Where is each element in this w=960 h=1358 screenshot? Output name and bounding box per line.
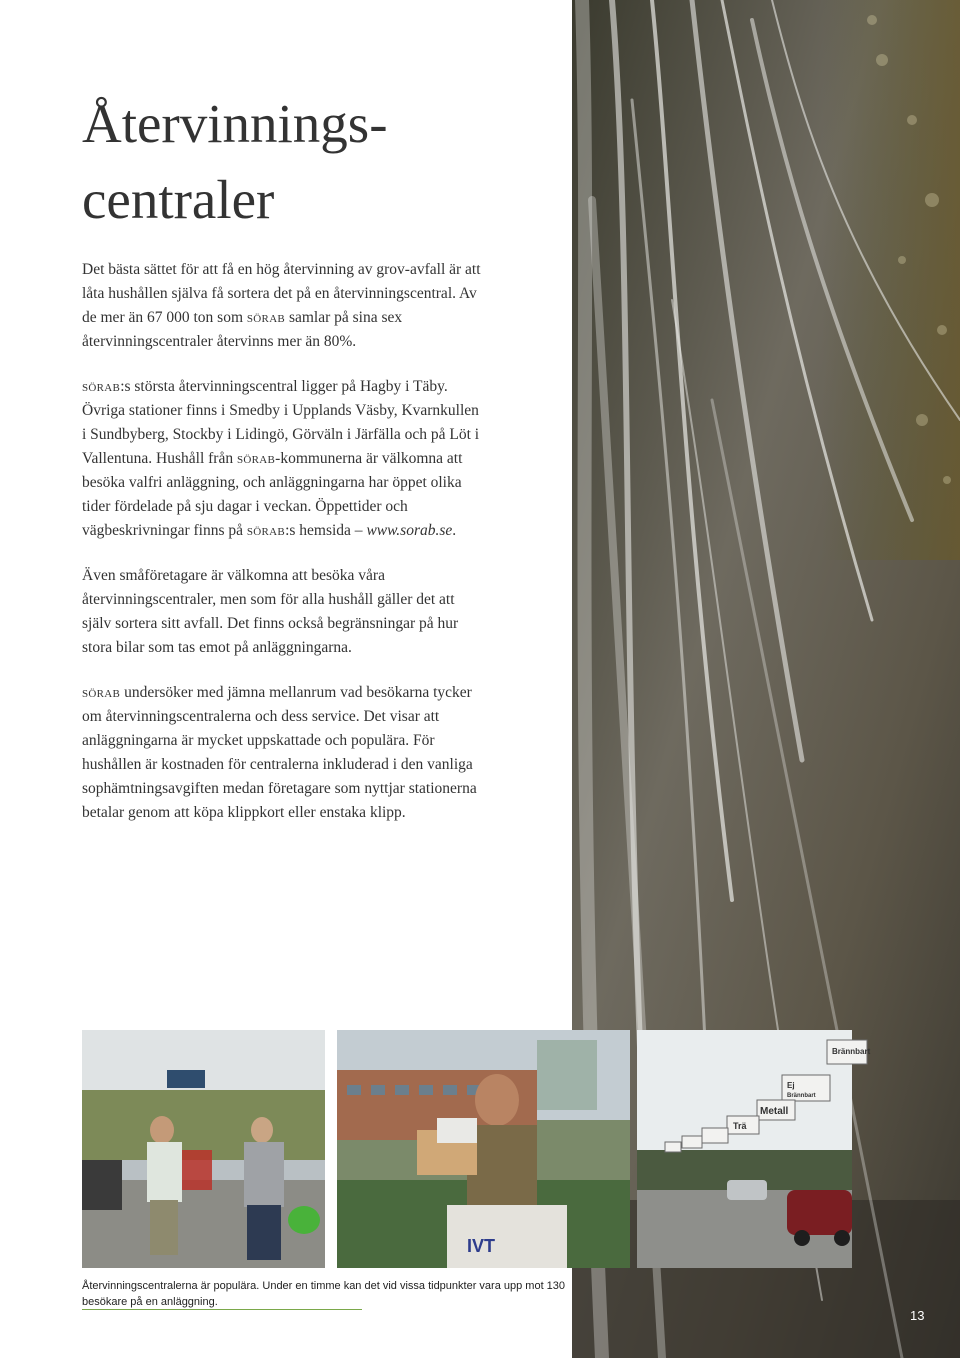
photo-visitors (82, 1030, 325, 1268)
car-icon (787, 1190, 852, 1235)
caption-rule (82, 1309, 362, 1310)
sign-branbart: Brännbart (832, 1047, 871, 1056)
p2-text-f: :s hemsida – (285, 522, 367, 539)
paragraph-3: Även småföretagare är välkomna att besöka våra återvinningscentraler, men som för alla hushåll gäller det att själv sortera sitt avfall. Det finns också begränsningar på hur stora bilar som tas emot på anläggningarna. (82, 567, 459, 656)
page-number: 13 (910, 1308, 925, 1323)
sorab-name: sörab (236, 450, 276, 467)
sign-metall: Metall (760, 1106, 789, 1117)
sorab-name: sörab (246, 522, 286, 539)
sign-tra: Trä (733, 1121, 747, 1131)
paragraph-4 (82, 681, 482, 825)
svg-text:IVT: IVT (467, 1236, 496, 1256)
body-text (82, 258, 482, 846)
paragraph-1 (82, 258, 482, 354)
title-line-1: Återvinnings- (82, 93, 388, 154)
p2-text-h: . (452, 522, 457, 539)
p2-text-b: :s största återvinningscentral ligger på Hagby i Täby. Övriga stationer finns i Smedby i Upplands Väsby, Kvarnkullen i Sundbyberg, Stockby i Lidingö, Görväln i Järfälla och på Löt i Vallentuna. Hushåll från (82, 378, 480, 467)
photo-man-with-boxes (337, 1030, 630, 1268)
sorab-name: sörab (82, 378, 121, 395)
sign-icon (167, 1070, 205, 1088)
photo-recycling-signs (637, 1030, 871, 1268)
website-link[interactable]: www.sorab.se (366, 522, 453, 539)
sorab-name: sörab (246, 309, 286, 326)
photo-caption: Återvinningscentralerna är populära. Under en timme kan det vid vissa tidpunkter vara upp mot 130 besökare på en anläggning. (82, 1280, 566, 1308)
sign-ej: Ej (787, 1081, 795, 1090)
p4-text-b: undersöker med jämna mellanrum vad besökarna tycker om återvinningscentralerna och dess service. Det visar att anläggningarna är mycket uppskattade och populära. För hushållen är kostnaden för centralerna inkluderad i den vanliga sophämtningsavgiften medan företagare som nyttjar stationerna betalar genom att köpa klippkort eller enstaka klipp. (82, 684, 477, 821)
p1-text-c: samlar på sina sex återvinningscentraler återvinns mer än 80%. (82, 309, 403, 350)
sign-brannbart: Brännbart (787, 1093, 816, 1099)
sorab-name: sörab (82, 684, 121, 701)
p2-text-d: -kommunerna är välkomna att besöka valfri anläggning, och anläggningarna har öppet olika tider fördelade på sju dagar i veckan. Öppettider och vägbeskrivningar finns på (82, 450, 463, 539)
p1-text-a: Det bästa sättet för att få en hög återvinning av grov-avfall är att låta hushållen själva få sortera det på en återvinningscentral. Av de mer än 67 000 ton som (82, 261, 481, 326)
paragraph-2 (82, 375, 482, 543)
page-title (82, 86, 388, 238)
title-line-2: centraler (82, 169, 275, 230)
